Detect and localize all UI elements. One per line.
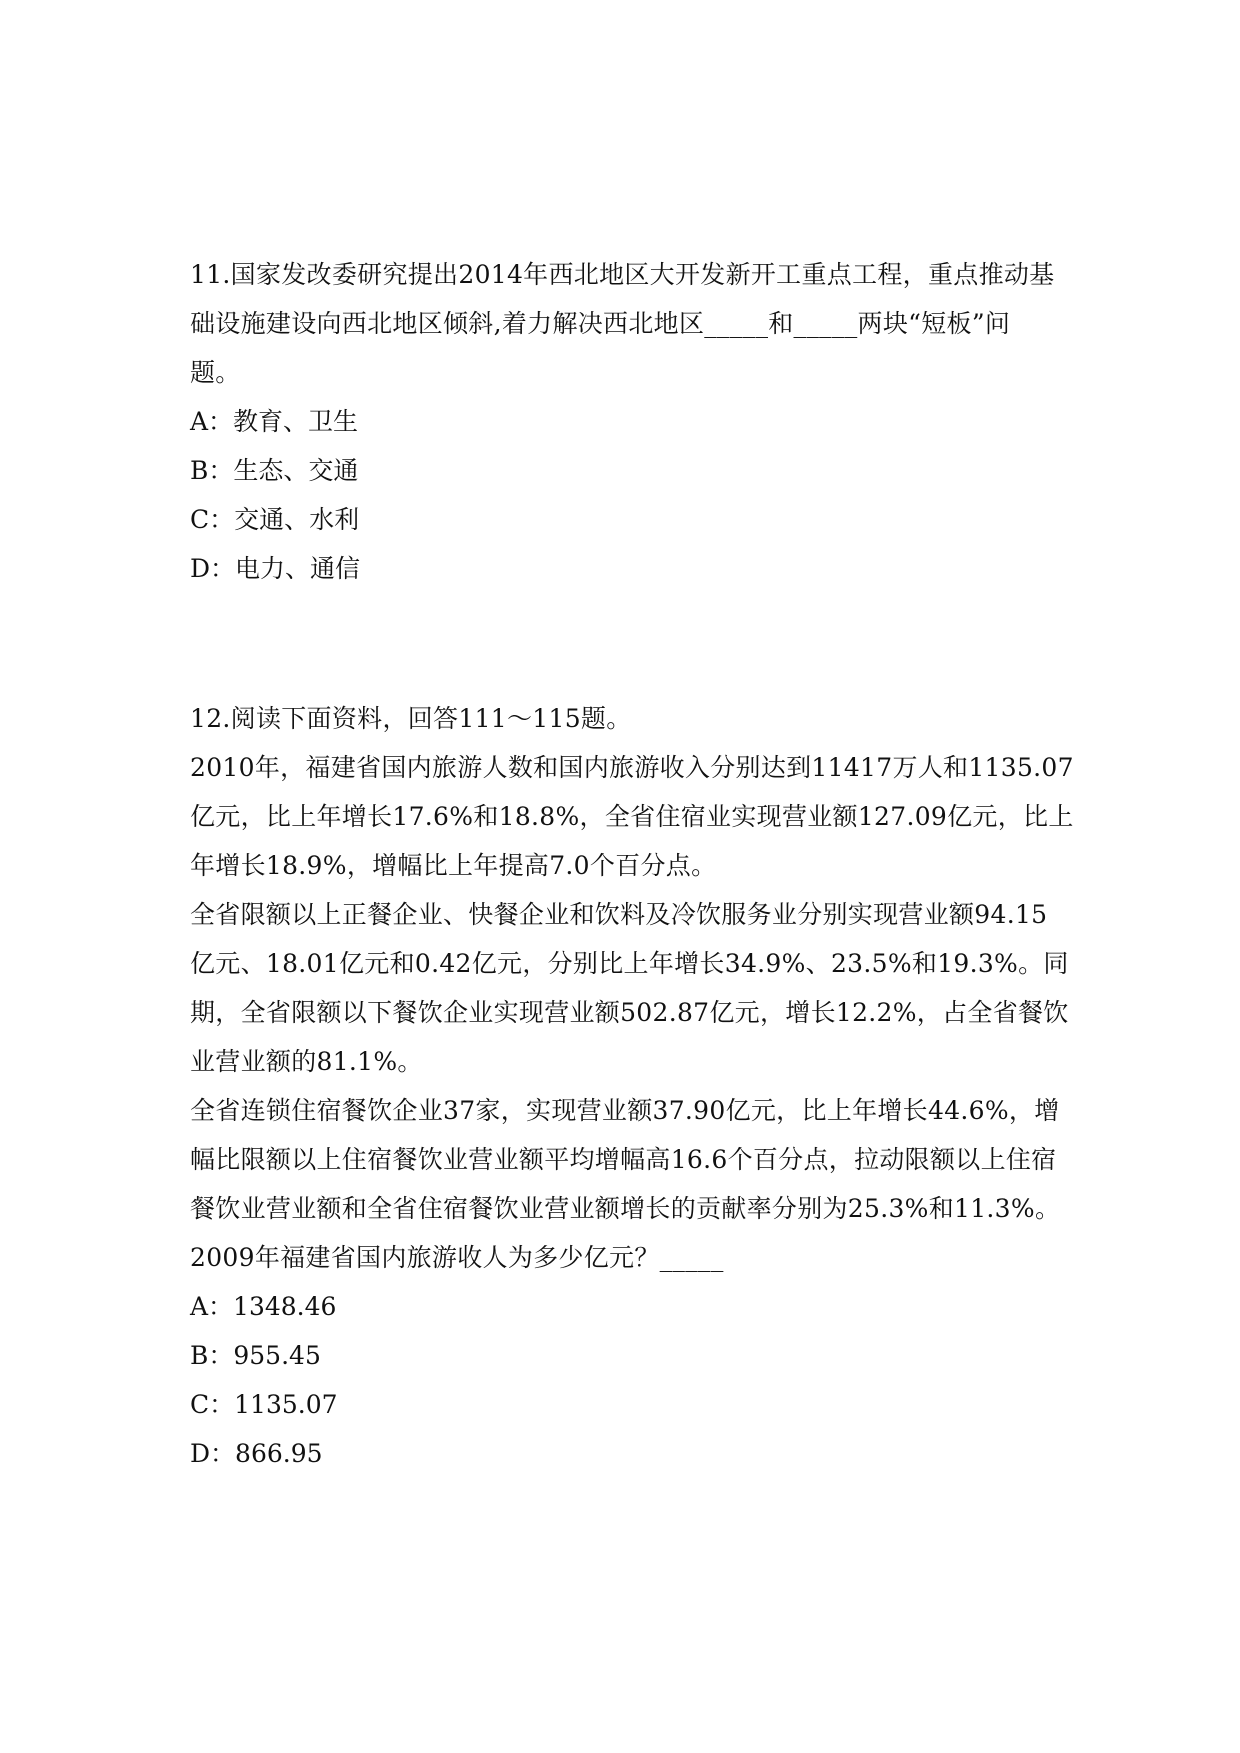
option-b: B：生态、交通 [190,456,359,485]
option-a: A：教育、卫生 [190,407,359,436]
passage-line: 全省限额以上正餐企业、快餐企业和饮料及冷饮服务业分别实现营业额94.15 [190,900,1048,929]
passage-line: 业营业额的81.1%。 [190,1047,423,1076]
passage-line: 幅比限额以上住宿餐饮业营业额平均增幅高16.6个百分点，拉动限额以上住宿 [190,1145,1057,1174]
question-prompt: 2009年福建省国内旅游收人为多少亿元？_____ [190,1243,724,1272]
question-stem-line: 础设施建设向西北地区倾斜,着力解决西北地区_____和_____两块“短板”问 [190,309,1011,338]
question-stem-line: 题。 [190,358,241,387]
option-d: D：866.95 [190,1439,323,1468]
question-stem-line: 12.阅读下面资料，回答111～115题。 [190,704,632,733]
option-c: C：交通、水利 [190,505,360,534]
passage-line: 年增长18.9%，增幅比上年提高7.0个百分点。 [190,851,717,880]
question-stem-line: 11.国家发改委研究提出2014年西北地区大开发新开工重点工程，重点推动基 [190,260,1055,289]
passage-line: 2010年，福建省国内旅游人数和国内旅游收入分别达到11417万人和1135.07 [190,753,1074,782]
passage-line: 亿元、18.01亿元和0.42亿元，分别比上年增长34.9%、23.5%和19.3%。同 [190,949,1069,978]
option-d: D：电力、通信 [190,554,361,583]
passage-line: 餐饮业营业额和全省住宿餐饮业营业额增长的贡献率分别为25.3%和11.3%。 [190,1194,1061,1223]
question-11 [190,250,1055,593]
passage-line: 期，全省限额以下餐饮企业实现营业额502.87亿元，增长12.2%，占全省餐饮 [190,998,1069,1027]
option-b: B：955.45 [190,1341,321,1370]
option-a: A：1348.46 [190,1292,337,1321]
question-12 [190,694,1074,1478]
option-c: C：1135.07 [190,1390,338,1419]
passage-line: 全省连锁住宿餐饮企业37家，实现营业额37.90亿元，比上年增长44.6%，增 [190,1096,1060,1125]
passage-line: 亿元，比上年增长17.6%和18.8%，全省住宿业实现营业额127.09亿元，比上 [190,802,1074,831]
